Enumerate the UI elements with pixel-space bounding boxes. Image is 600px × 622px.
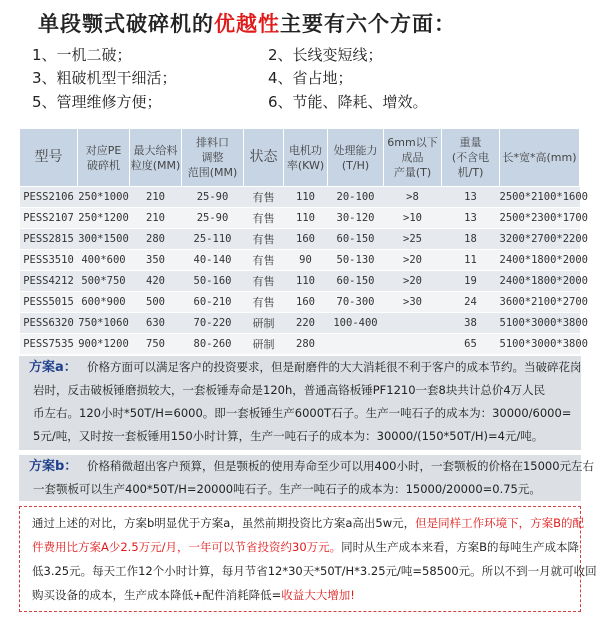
table-cell: 80-260: [182, 334, 244, 355]
scheme-a-label: 方案a：: [29, 360, 77, 375]
page-title: [38, 8, 456, 38]
conclusion-highlight: 但是同样工作环境下，方案B的配: [415, 516, 585, 530]
table-cell: 5100*3000*3800: [500, 334, 580, 355]
table-cell: 有售: [244, 229, 284, 250]
spec-table: [19, 128, 589, 355]
conclusion-text: 同时从生产成本来看，方案B的每吨生产成本降: [341, 540, 580, 554]
table-cell: 750*1060: [78, 313, 130, 334]
title-prefix: 单段颚式破碎机的: [38, 12, 214, 36]
table-cell: 250*1200: [78, 208, 130, 229]
table-cell: 100-400: [328, 313, 384, 334]
table-cell: [384, 313, 442, 334]
column-header-text: 产量(T): [393, 166, 432, 179]
scheme-b-label: 方案b：: [29, 459, 78, 474]
feature-item: 6、节能、降耗、增效。: [268, 93, 428, 111]
column-header-text: 粒度(MM): [130, 158, 181, 172]
table-row: [20, 187, 580, 208]
table-cell: 500: [130, 292, 182, 313]
column-header-text: (T/H): [341, 158, 370, 172]
column-header: [130, 129, 182, 187]
table-cell: >30: [384, 292, 442, 313]
column-header: [442, 129, 500, 187]
table-cell: PESS2815: [20, 229, 78, 250]
table-cell: 900*1200: [78, 334, 130, 355]
table-cell: >25: [384, 229, 442, 250]
title-highlight: 优越性: [214, 12, 280, 36]
table-row: [20, 250, 580, 271]
table-cell: 5100*3000*3800: [500, 313, 580, 334]
table-cell: 有售: [244, 187, 284, 208]
table-cell: [384, 334, 442, 355]
feature-item: 1、一机二破；: [32, 46, 132, 64]
table-cell: 70-220: [182, 313, 244, 334]
table-cell: 有售: [244, 250, 284, 271]
column-header-text: 6mm以下: [387, 136, 438, 149]
table-cell: 19: [442, 271, 500, 292]
table-cell: PESS4212: [20, 271, 78, 292]
scheme-a-line: 币左右。120小时*50T/H=6000。即一套板锤生产6000T石子。生产一吨石子的成本为：30000/6000=: [33, 406, 572, 420]
table-cell: >20: [384, 250, 442, 271]
table-cell: 2500*2100*1600: [500, 187, 580, 208]
column-header-text: 对应PE: [85, 143, 122, 157]
table-cell: 2500*2300*1700: [500, 208, 580, 229]
table-cell: 3200*2700*2200: [500, 229, 580, 250]
table-cell: 20-100: [328, 187, 384, 208]
table-cell: 420: [130, 271, 182, 292]
column-header-text: 破碎机: [87, 158, 120, 172]
table-row: [20, 229, 580, 250]
table-header-row: [20, 129, 580, 187]
table-cell: PESS3510: [20, 250, 78, 271]
table-cell: 30-120: [328, 208, 384, 229]
table-cell: 25-90: [182, 208, 244, 229]
feature-item: 5、管理维修方便；: [32, 93, 162, 111]
table-cell: 25-110: [182, 229, 244, 250]
table-cell: 2400*1800*2000: [500, 271, 580, 292]
column-header-text: (不含电: [451, 151, 490, 164]
column-header: [244, 129, 284, 187]
table-cell: 3600*2100*2700: [500, 292, 580, 313]
table-row: [20, 292, 580, 313]
column-header-text: 处理能力: [333, 143, 378, 157]
table-cell: PESS2107: [20, 208, 78, 229]
table-cell: 600*900: [78, 292, 130, 313]
column-header: [328, 129, 384, 187]
scheme-b-line: 一套颚板可以生产400*50T/H=20000吨石子。生产一吨石子的成本为：15000/20000=0.75元。: [33, 482, 541, 496]
conclusion-line-1: [32, 511, 584, 535]
conclusion-box: [19, 506, 597, 612]
table-cell: >8: [384, 187, 442, 208]
scheme-a-line: 5元/吨，又时按一套板锤用150小时计算，生产一吨石子的成本为：30000/(150*50T/H)=4元/吨。: [33, 429, 544, 443]
table-cell: 60-150: [328, 229, 384, 250]
feature-item: 3、粗破机型干细活；: [32, 69, 177, 87]
column-header: [182, 129, 244, 187]
table-row: [20, 334, 580, 355]
table-cell: 50-130: [328, 250, 384, 271]
scheme-a-line: 岩时，反击破板锤磨损较大，一套板锤寿命是120h，普通高铬板锤PF1210一套8块共计总价4万人民: [33, 383, 546, 397]
table-cell: 38: [442, 313, 500, 334]
column-header: [20, 129, 78, 187]
table-cell: 90: [284, 250, 328, 271]
table-cell: 有售: [244, 271, 284, 292]
table-cell: 70-300: [328, 292, 384, 313]
table-row: [20, 313, 580, 334]
table-row: [20, 271, 580, 292]
table-cell: 160: [284, 292, 328, 313]
scheme-a-box: [19, 356, 581, 450]
column-header-text: 重量: [459, 136, 482, 149]
table-cell: 60-210: [182, 292, 244, 313]
table-cell: 研制: [244, 313, 284, 334]
table-cell: 110: [284, 271, 328, 292]
conclusion-text: 通过上述的对比，方案b明显优于方案a，虽然前期投资比方案a高出5w元，: [32, 516, 416, 530]
table-cell: 300*1500: [78, 229, 130, 250]
table-cell: 750: [130, 334, 182, 355]
table-cell: 280: [284, 334, 328, 355]
table-cell: 50-160: [182, 271, 244, 292]
conclusion-highlight: 收益大大增加!: [281, 588, 355, 602]
table-cell: 60-150: [328, 271, 384, 292]
table-cell: 有售: [244, 208, 284, 229]
title-suffix: 主要有六个方面：: [280, 12, 456, 36]
conclusion-line-2: [32, 535, 579, 559]
column-header-text: 最大给料: [133, 143, 178, 157]
column-header-text: 机/T): [457, 166, 484, 179]
table-cell: 25-90: [182, 187, 244, 208]
column-header-text: 范围(MM): [187, 166, 238, 179]
column-header-text: 成品: [401, 151, 424, 164]
column-header-text: 状态: [249, 149, 278, 165]
conclusion-text: 购买设备的成本，生产成本降低+配件消耗降低=: [32, 588, 282, 602]
table-cell: 11: [442, 250, 500, 271]
table-cell: 160: [284, 229, 328, 250]
table-cell: 13: [442, 187, 500, 208]
column-header-text: 长*宽*高(mm): [502, 151, 577, 164]
column-header-text: 调整: [201, 151, 224, 164]
scheme-b-box: [19, 455, 595, 501]
column-header: [284, 129, 328, 187]
table-cell: 630: [130, 313, 182, 334]
table-row: [20, 208, 580, 229]
conclusion-line-4: [32, 583, 355, 607]
scheme-b-line: 价格稍微超出客户预算，但是颚板的使用寿命至少可以用400小时，一套颚板的价格在15000元左右: [87, 459, 595, 473]
conclusion-line-3: [32, 559, 597, 583]
scheme-a-line: 价格方面可以满足客户的投资要求，但是耐磨件的大大消耗很不利于客户的成本节约。当破碎花岗: [87, 360, 582, 374]
table-cell: >10: [384, 208, 442, 229]
table-cell: 研制: [244, 334, 284, 355]
table-cell: 350: [130, 250, 182, 271]
column-header-text: 排料口: [196, 136, 229, 149]
table-cell: [328, 334, 384, 355]
table-cell: PESS2106: [20, 187, 78, 208]
table-cell: 40-140: [182, 250, 244, 271]
table-cell: 24: [442, 292, 500, 313]
table-cell: 110: [284, 208, 328, 229]
table-cell: 210: [130, 187, 182, 208]
column-header: [384, 129, 442, 187]
table-cell: 250*1000: [78, 187, 130, 208]
table-cell: 400*600: [78, 250, 130, 271]
table-cell: 65: [442, 334, 500, 355]
table-cell: 18: [442, 229, 500, 250]
table-cell: 220: [284, 313, 328, 334]
column-header-text: 型号: [34, 149, 63, 165]
table-cell: 500*750: [78, 271, 130, 292]
table-cell: 280: [130, 229, 182, 250]
table-cell: 13: [442, 208, 500, 229]
table-cell: PESS7535: [20, 334, 78, 355]
table-cell: 210: [130, 208, 182, 229]
conclusion-text: 低3.25元。每天工作12个小时计算，每月节省12*30天*50T/H*3.25元/吨=58500元。所以不到一月就可收回: [32, 564, 597, 578]
table-cell: >20: [384, 271, 442, 292]
conclusion-highlight: 件费用比方案A少2.5万元/月，一年可以节省投资约30万元。: [32, 540, 342, 554]
table-cell: PESS5015: [20, 292, 78, 313]
feature-item: 4、省占地；: [268, 69, 353, 87]
column-header: [500, 129, 580, 187]
feature-item: 2、长线变短线；: [268, 46, 383, 64]
table-cell: 有售: [244, 292, 284, 313]
column-header-text: 电机功: [289, 143, 322, 157]
column-header-text: 率(KW): [286, 158, 325, 172]
table-cell: 110: [284, 187, 328, 208]
table-cell: PESS6320: [20, 313, 78, 334]
table-cell: 2400*1800*2000: [500, 250, 580, 271]
column-header: [78, 129, 130, 187]
